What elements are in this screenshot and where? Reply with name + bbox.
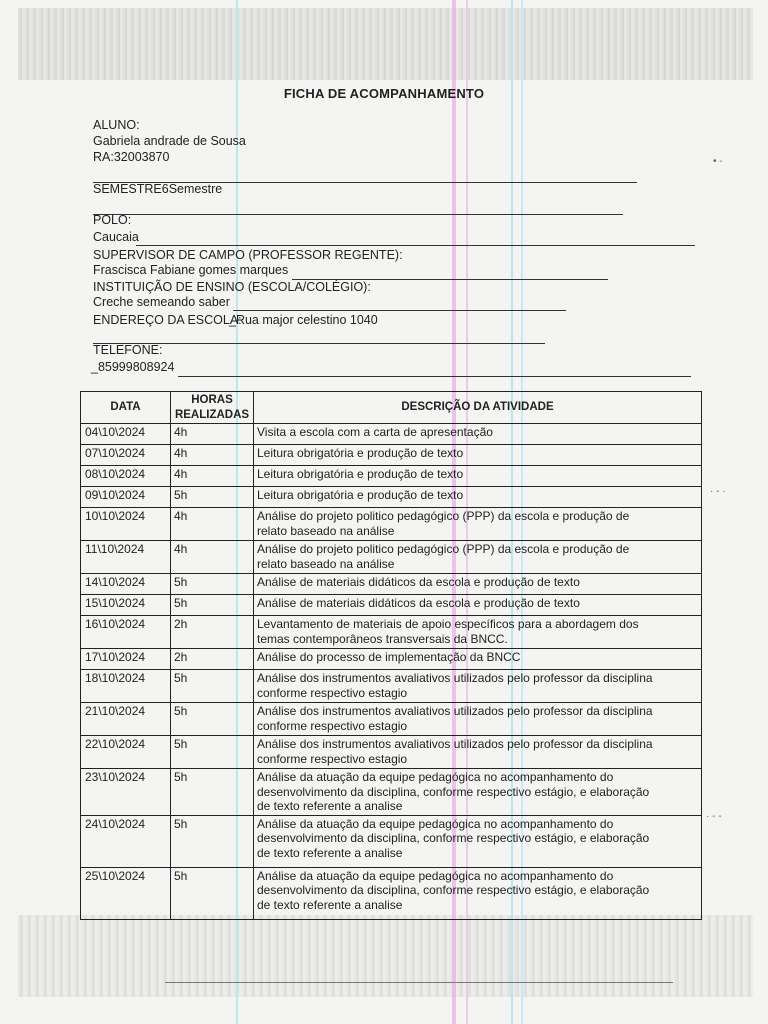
description-line: Levantamento de materiais de apoio específicos para a abordagem dos <box>257 617 639 631</box>
fill-line <box>136 245 695 246</box>
cell-date: 04\10\2024 <box>81 424 171 445</box>
cell-hours: 5h <box>171 703 254 736</box>
scan-footer-line <box>165 982 673 983</box>
table-header-row <box>81 392 702 424</box>
student-label: ALUNO: <box>93 118 140 132</box>
cell-hours: 5h <box>171 670 254 703</box>
polo-value: Caucaia <box>93 230 139 244</box>
table-row <box>81 574 702 595</box>
cell-hours: 2h <box>171 616 254 649</box>
table-row <box>81 670 702 703</box>
cell-hours: 4h <box>171 466 254 487</box>
cell-description <box>254 424 702 445</box>
description-line: desenvolvimento da disciplina, conforme respectivo estágio, e elaboração <box>257 831 650 845</box>
fill-line <box>178 376 691 377</box>
cell-hours: 5h <box>171 867 254 919</box>
cell-date: 07\10\2024 <box>81 445 171 466</box>
cell-hours: 5h <box>171 574 254 595</box>
cell-hours: 4h <box>171 445 254 466</box>
institution-label: INSTITUIÇÃO DE ENSINO (ESCOLA/COLÉGIO): <box>93 280 371 294</box>
table-row <box>81 595 702 616</box>
description-line: Análise da atuação da equipe pedagógica no acompanhamento do <box>257 770 614 784</box>
description-line: Análise de materiais didáticos da escola e produção de texto <box>257 596 580 610</box>
cell-description <box>254 445 702 466</box>
description-line: relato baseado na análise <box>257 523 395 538</box>
description-line: Leitura obrigatória e produção de texto <box>257 488 464 502</box>
fill-line <box>93 214 623 215</box>
cell-date: 15\10\2024 <box>81 595 171 616</box>
cell-date: 17\10\2024 <box>81 649 171 670</box>
table-row <box>81 815 702 867</box>
cell-hours: 4h <box>171 508 254 541</box>
supervisor-value: Frascisca Fabiane gomes marques <box>93 263 289 277</box>
cell-date: 16\10\2024 <box>81 616 171 649</box>
cell-date: 09\10\2024 <box>81 487 171 508</box>
cell-description <box>254 574 702 595</box>
description-line: Análise do projeto politico pedagógico (PPP) da escola e produção de <box>257 542 630 556</box>
table-row <box>81 616 702 649</box>
cell-description <box>254 649 702 670</box>
cell-date: 21\10\2024 <box>81 703 171 736</box>
cell-date: 10\10\2024 <box>81 508 171 541</box>
description-line: Análise da atuação da equipe pedagógica no acompanhamento do <box>257 816 614 831</box>
table-row <box>81 769 702 816</box>
description-line: Análise do processo de implementação da BNCC <box>257 650 521 664</box>
address-value: _Rua major celestino 1040 <box>229 313 378 327</box>
header-hours-line2: REALIZADAS <box>174 408 250 421</box>
table-row <box>81 466 702 487</box>
cell-date: 22\10\2024 <box>81 736 171 769</box>
scan-speck: • - <box>713 156 723 167</box>
student-ra: RA:32003870 <box>93 150 170 164</box>
phone-value: _85999808924 <box>91 360 175 374</box>
cell-description <box>254 487 702 508</box>
table-row <box>81 508 702 541</box>
scan-artifact-top <box>18 8 753 80</box>
description-line: de texto referente a analise <box>257 799 403 813</box>
cell-description <box>254 736 702 769</box>
cell-hours: 2h <box>171 649 254 670</box>
description-line: conforme respectivo estagio <box>257 751 408 766</box>
cell-description <box>254 703 702 736</box>
phone-label: TELEFONE: <box>93 343 163 357</box>
cell-hours: 4h <box>171 424 254 445</box>
description-line: conforme respectivo estagio <box>257 718 408 733</box>
description-line: de texto referente a analise <box>257 897 403 912</box>
cell-description <box>254 541 702 574</box>
activity-table <box>80 391 702 920</box>
cell-hours: 5h <box>171 487 254 508</box>
address-label: ENDEREÇO DA ESCOLA: <box>93 313 242 327</box>
description-line: Análise da atuação da equipe pedagógica no acompanhamento do <box>257 868 614 883</box>
description-line: desenvolvimento da disciplina, conforme respectivo estágio, e elaboração <box>257 784 650 799</box>
table-row <box>81 445 702 466</box>
description-line: Leitura obrigatória e produção de texto <box>257 467 464 481</box>
table-row <box>81 541 702 574</box>
semester: SEMESTRE6Semestre <box>93 182 223 196</box>
student-name: Gabriela andrade de Sousa <box>93 134 246 148</box>
scan-speck: · - - <box>706 811 722 822</box>
cell-hours: 5h <box>171 769 254 816</box>
fill-line <box>233 310 566 311</box>
description-line: de texto referente a analise <box>257 845 403 860</box>
scan-artifact-bottom <box>18 915 753 997</box>
header-date: DATA <box>81 392 171 424</box>
description-line: Leitura obrigatória e produção de texto <box>257 446 464 460</box>
table-row <box>81 424 702 445</box>
description-line: Análise dos instrumentos avaliativos utilizados pelo professor da disciplina <box>257 704 653 718</box>
cell-date: 23\10\2024 <box>81 769 171 816</box>
header-hours-line1: HORAS <box>191 394 233 406</box>
table-row <box>81 703 702 736</box>
description-line: conforme respectivo estagio <box>257 685 408 700</box>
cell-hours: 5h <box>171 736 254 769</box>
cell-hours: 5h <box>171 815 254 867</box>
cell-date: 24\10\2024 <box>81 815 171 867</box>
document-title: FICHA DE ACOMPANHAMENTO <box>283 86 485 101</box>
table-row <box>81 867 702 919</box>
cell-description <box>254 670 702 703</box>
supervisor-label: SUPERVISOR DE CAMPO (PROFESSOR REGENTE): <box>93 248 403 262</box>
header-description: DESCRIÇÃO DA ATIVIDADE <box>254 392 702 424</box>
table-row <box>81 487 702 508</box>
description-line: Visita a escola com a carta de apresentação <box>257 425 493 439</box>
cell-description <box>254 508 702 541</box>
polo-label: POLO: <box>93 213 132 227</box>
description-line: relato baseado na análise <box>257 556 395 571</box>
description-line: temas contemporâneos transversais da BNCC. <box>257 631 508 646</box>
cell-hours: 4h <box>171 541 254 574</box>
cell-description <box>254 595 702 616</box>
cell-description <box>254 867 702 919</box>
cell-description <box>254 466 702 487</box>
description-line: Análise dos instrumentos avaliativos utilizados pelo professor da disciplina <box>257 737 653 751</box>
cell-description <box>254 616 702 649</box>
cell-date: 25\10\2024 <box>81 867 171 919</box>
cell-hours: 5h <box>171 595 254 616</box>
table-row <box>81 649 702 670</box>
cell-date: 18\10\2024 <box>81 670 171 703</box>
cell-date: 11\10\2024 <box>81 541 171 574</box>
cell-description <box>254 815 702 867</box>
institution-value: Creche semeando saber <box>93 295 230 309</box>
cell-description <box>254 769 702 816</box>
header-hours <box>171 392 254 424</box>
cell-date: 08\10\2024 <box>81 466 171 487</box>
table-row <box>81 736 702 769</box>
description-line: Análise de materiais didáticos da escola e produção de texto <box>257 575 580 589</box>
description-line: desenvolvimento da disciplina, conforme respectivo estágio, e elaboração <box>257 883 650 897</box>
cell-date: 14\10\2024 <box>81 574 171 595</box>
scan-speck: · - · <box>710 486 726 497</box>
description-line: Análise do projeto politico pedagógico (PPP) da escola e produção de <box>257 509 630 523</box>
description-line: Análise dos instrumentos avaliativos utilizados pelo professor da disciplina <box>257 671 653 685</box>
